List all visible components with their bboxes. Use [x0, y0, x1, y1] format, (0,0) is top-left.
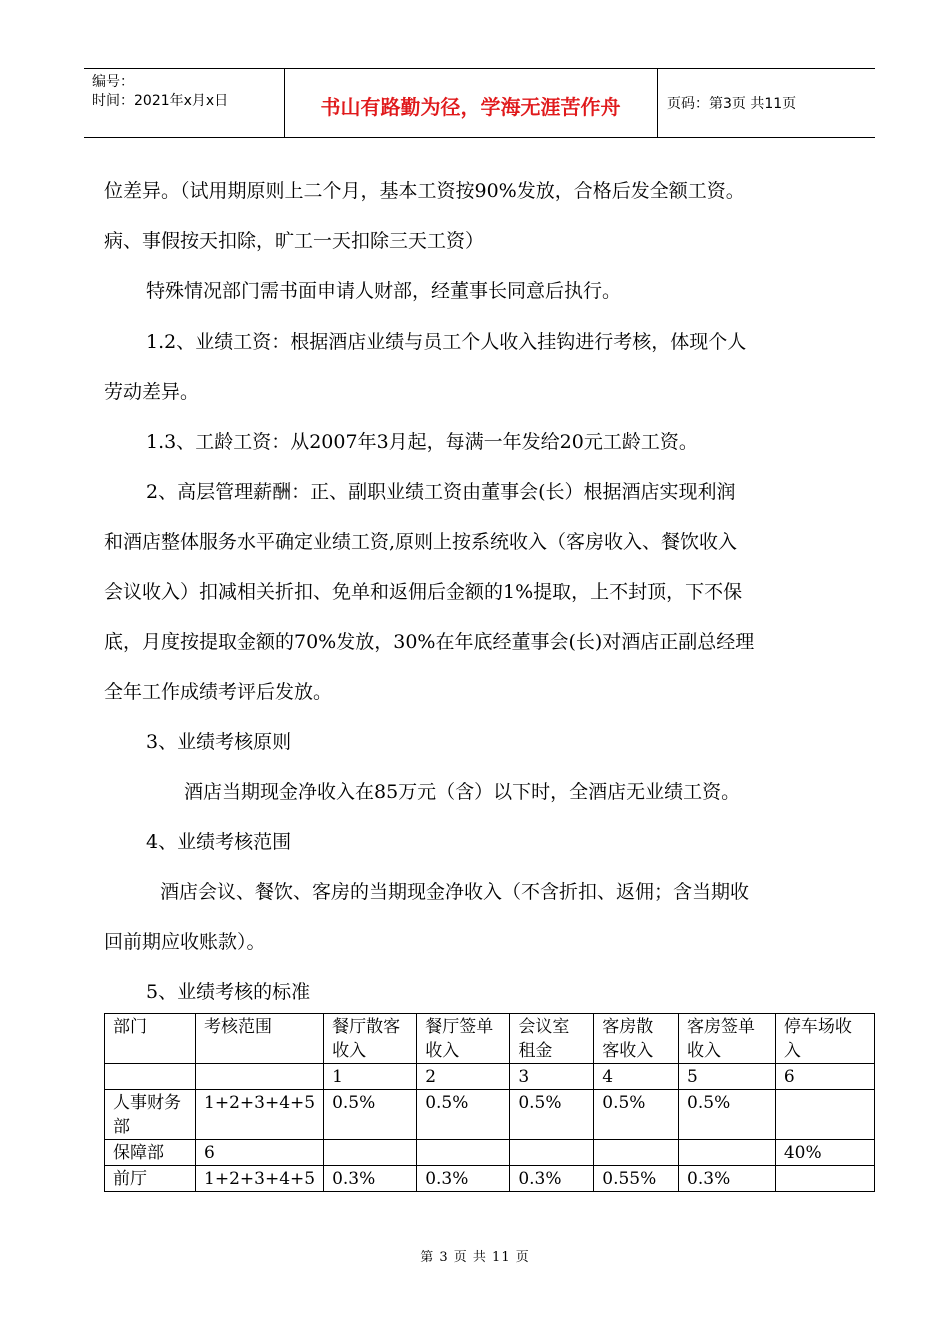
paragraph-line: 劳动差异。	[104, 381, 200, 403]
table-header-cell: 考核范围	[196, 1014, 324, 1064]
table-cell	[775, 1090, 874, 1140]
table-cell	[196, 1064, 324, 1090]
table-row	[105, 1090, 875, 1140]
table-cell: 0.5%	[679, 1090, 776, 1140]
table-cell: 6	[196, 1140, 324, 1166]
table-row	[105, 1140, 875, 1166]
table-cell: 0.55%	[594, 1166, 679, 1192]
table-row	[105, 1166, 875, 1192]
paragraph-line: 酒店会议、餐饮、客房的当期现金净收入（不含折扣、返佣；含当期收	[160, 881, 750, 903]
time-label: 时间：2021年x月x日	[92, 93, 229, 109]
table-cell	[594, 1140, 679, 1166]
table-cell: 0.3%	[324, 1166, 417, 1192]
table-cell: 2	[417, 1064, 510, 1090]
header-page-info: 页码：第3页 共11页	[667, 96, 797, 112]
paragraph-line: 回前期应收账款）。	[104, 931, 266, 953]
table-cell	[775, 1166, 874, 1192]
table-cell: 3	[510, 1064, 594, 1090]
table-cell: 6	[775, 1064, 874, 1090]
paragraph-line: 和酒店整体服务水平确定业绩工资,原则上按系统收入（客房收入、餐饮收入	[104, 531, 738, 553]
table-header-cell: 部门	[105, 1014, 196, 1064]
table-header-cell: 会议室租金	[510, 1014, 594, 1064]
table-header-cell: 停车场收入	[775, 1014, 874, 1064]
performance-standard-table	[104, 1013, 875, 1192]
table-cell: 1	[324, 1064, 417, 1090]
table-cell: 人事财务部	[105, 1090, 196, 1140]
table-cell: 0.3%	[679, 1166, 776, 1192]
page-header	[84, 68, 875, 138]
table-header-cell: 餐厅签单收入	[417, 1014, 510, 1064]
table-cell: 0.5%	[417, 1090, 510, 1140]
table-cell: 保障部	[105, 1140, 196, 1166]
table-cell: 0.3%	[417, 1166, 510, 1192]
table-cell: 4	[594, 1064, 679, 1090]
table-cell: 0.5%	[510, 1090, 594, 1140]
table-index-row	[105, 1064, 875, 1090]
table-cell: 0.5%	[594, 1090, 679, 1140]
paragraph-line: 底，月度按提取金额的70%发放，30%在年底经董事会(长)对酒店正副总经理	[104, 631, 755, 653]
header-divider	[657, 69, 658, 137]
header-motto: 书山有路勤为径，学海无涯苦作舟	[320, 95, 621, 119]
table-cell	[105, 1064, 196, 1090]
number-label: 编号：	[92, 74, 134, 90]
table-cell: 1+2+3+4+5	[196, 1090, 324, 1140]
page-footer: 第 3 页 共 11 页	[420, 1250, 530, 1265]
table-cell: 0.5%	[324, 1090, 417, 1140]
table-cell	[417, 1140, 510, 1166]
paragraph-line: 位差异。（试用期原则上二个月，基本工资按90%发放，合格后发全额工资。	[104, 180, 745, 202]
table-cell	[679, 1140, 776, 1166]
section-heading-5: 5、业绩考核的标准	[146, 981, 311, 1003]
table-cell: 1+2+3+4+5	[196, 1166, 324, 1192]
section-heading-4: 4、业绩考核范围	[146, 831, 292, 853]
section-heading-2: 2、高层管理薪酬：正、副职业绩工资由董事会(长）根据酒店实现利润	[146, 481, 736, 503]
table-header-cell: 客房散客收入	[594, 1014, 679, 1064]
table-cell	[324, 1140, 417, 1166]
table-cell	[510, 1140, 594, 1166]
paragraph-line: 酒店当期现金净收入在85万元（含）以下时，全酒店无业绩工资。	[184, 781, 741, 803]
paragraph-line: 病、事假按天扣除，旷工一天扣除三天工资）	[104, 230, 485, 252]
section-heading-3: 3、业绩考核原则	[146, 731, 292, 753]
table-header-cell: 餐厅散客收入	[324, 1014, 417, 1064]
paragraph-line: 特殊情况部门需书面申请人财部，经董事长同意后执行。	[146, 280, 622, 302]
paragraph-line: 全年工作成绩考评后发放。	[104, 681, 333, 703]
section-heading-1-2: 1.2、业绩工资：根据酒店业绩与员工个人收入挂钩进行考核，体现个人	[146, 331, 747, 353]
paragraph-line: 会议收入）扣减相关折扣、免单和返佣后金额的1%提取，上不封顶，下不保	[104, 581, 743, 603]
table-cell: 前厅	[105, 1166, 196, 1192]
table-cell: 0.3%	[510, 1166, 594, 1192]
section-heading-1-3: 1.3、工龄工资：从2007年3月起，每满一年发给20元工龄工资。	[146, 431, 698, 453]
header-meta	[92, 73, 282, 111]
table-header-cell: 客房签单收入	[679, 1014, 776, 1064]
table-cell: 40%	[775, 1140, 874, 1166]
table-header-row	[105, 1014, 875, 1064]
table-cell: 5	[679, 1064, 776, 1090]
